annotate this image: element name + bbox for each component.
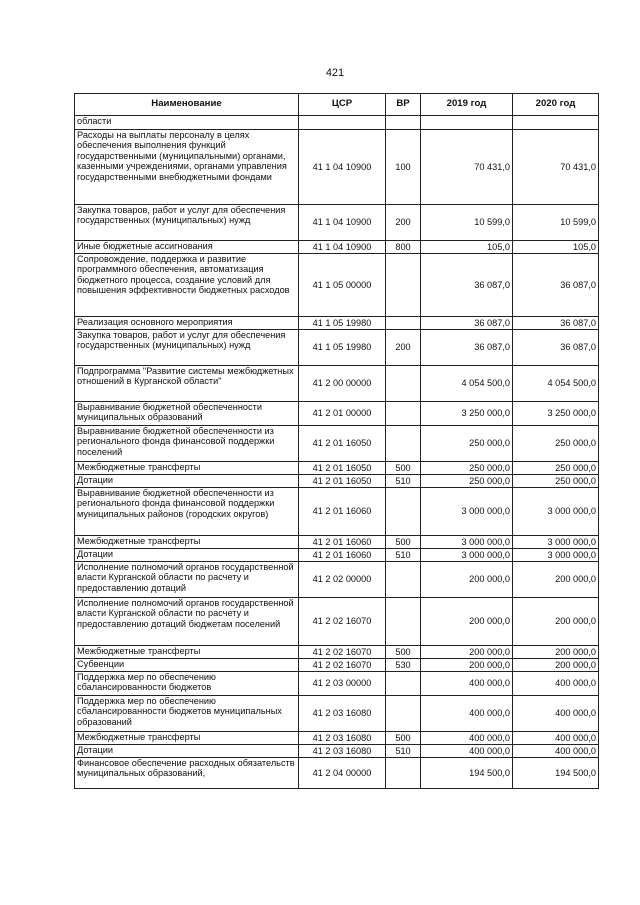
row-csr: 41 1 04 10900 [299, 130, 386, 205]
row-vr: 100 [386, 130, 421, 205]
row-csr: 41 2 01 16060 [299, 488, 386, 536]
row-csr: 41 2 01 16060 [299, 549, 386, 562]
row-csr: 41 2 03 16080 [299, 745, 386, 758]
row-vr [386, 366, 421, 402]
table-row [75, 696, 599, 732]
row-name: Выравнивание бюджетной обеспеченности из регионального фонда финансовой поддержки муниципальных районов (городских округов) [75, 488, 299, 536]
row-vr: 500 [386, 462, 421, 475]
row-2019: 250 000,0 [421, 426, 513, 462]
table-row [75, 646, 599, 659]
row-2019: 70 431,0 [421, 130, 513, 205]
row-2020: 400 000,0 [513, 696, 599, 732]
row-2019: 400 000,0 [421, 732, 513, 745]
budget-table [74, 93, 599, 789]
table-row [75, 672, 599, 696]
row-vr: 200 [386, 205, 421, 241]
row-2020: 3 000 000,0 [513, 549, 599, 562]
table-row [75, 549, 599, 562]
row-csr [299, 116, 386, 130]
row-vr: 500 [386, 732, 421, 745]
row-2020: 10 599,0 [513, 205, 599, 241]
row-vr [386, 598, 421, 646]
row-name: Реализация основного мероприятия [75, 317, 299, 330]
row-vr [386, 116, 421, 130]
row-csr: 41 2 00 00000 [299, 366, 386, 402]
row-name: Подпрограмма "Развитие системы межбюджетных отношений в Курганской области" [75, 366, 299, 402]
row-2019: 105,0 [421, 241, 513, 254]
table-row [75, 475, 599, 488]
row-2019: 10 599,0 [421, 205, 513, 241]
row-2020: 36 087,0 [513, 254, 599, 317]
page-number: 421 [325, 67, 345, 79]
table-row [75, 732, 599, 745]
row-vr: 800 [386, 241, 421, 254]
row-csr: 41 2 01 16050 [299, 462, 386, 475]
row-csr: 41 2 02 16070 [299, 646, 386, 659]
row-2019: 200 000,0 [421, 562, 513, 598]
table-row [75, 758, 599, 789]
row-csr: 41 1 05 00000 [299, 254, 386, 317]
row-2019: 3 000 000,0 [421, 488, 513, 536]
row-name: Исполнение полномочий органов государственной власти Курганской области по расчету и предоставлению дотаций бюджетам поселений [75, 598, 299, 646]
row-vr: 500 [386, 536, 421, 549]
row-csr: 41 1 04 10900 [299, 205, 386, 241]
row-vr: 510 [386, 475, 421, 488]
row-name: Межбюджетные трансферты [75, 536, 299, 549]
row-name: Межбюджетные трансферты [75, 646, 299, 659]
row-csr: 41 2 01 16050 [299, 475, 386, 488]
row-2020: 70 431,0 [513, 130, 599, 205]
row-2019: 4 054 500,0 [421, 366, 513, 402]
row-2020: 3 000 000,0 [513, 488, 599, 536]
row-2019: 36 087,0 [421, 317, 513, 330]
row-vr: 500 [386, 646, 421, 659]
row-vr [386, 317, 421, 330]
row-name: Дотации [75, 475, 299, 488]
row-2019: 400 000,0 [421, 696, 513, 732]
row-2019: 200 000,0 [421, 598, 513, 646]
row-name: Финансовое обеспечение расходных обязательств муниципальных образований, [75, 758, 299, 789]
row-2019: 250 000,0 [421, 475, 513, 488]
row-2019: 250 000,0 [421, 462, 513, 475]
row-2019: 36 087,0 [421, 254, 513, 317]
row-2019: 400 000,0 [421, 745, 513, 758]
table-row [75, 562, 599, 598]
row-2019: 3 000 000,0 [421, 549, 513, 562]
header-name: Наименование [75, 94, 299, 116]
row-2019: 200 000,0 [421, 659, 513, 672]
row-2020: 200 000,0 [513, 646, 599, 659]
row-2020: 250 000,0 [513, 426, 599, 462]
row-vr [386, 254, 421, 317]
row-csr: 41 1 05 19980 [299, 317, 386, 330]
row-name: Дотации [75, 549, 299, 562]
table-row [75, 659, 599, 672]
row-2019: 3 250 000,0 [421, 402, 513, 426]
row-2019: 194 500,0 [421, 758, 513, 789]
row-2020: 194 500,0 [513, 758, 599, 789]
row-2020: 200 000,0 [513, 659, 599, 672]
row-csr: 41 2 03 00000 [299, 672, 386, 696]
row-2020: 36 087,0 [513, 330, 599, 366]
table-row [75, 205, 599, 241]
row-name: Исполнение полномочий органов государственной власти Курганской области по расчету и предоставлению дотаций [75, 562, 299, 598]
row-name: Поддержка мер по обеспечению сбалансированности бюджетов муниципальных образований [75, 696, 299, 732]
table-row [75, 366, 599, 402]
row-name: Сопровождение, поддержка и развитие программного обеспечения, автоматизация бюджетного процесса, создание условий для повышения эффективности бюджетных расходов [75, 254, 299, 317]
row-name: области [75, 116, 299, 130]
row-vr: 510 [386, 549, 421, 562]
row-vr [386, 488, 421, 536]
row-csr: 41 2 03 16080 [299, 696, 386, 732]
row-name: Межбюджетные трансферты [75, 462, 299, 475]
row-name: Закупка товаров, работ и услуг для обеспечения государственных (муниципальных) нужд [75, 205, 299, 241]
row-csr: 41 1 05 19980 [299, 330, 386, 366]
row-csr: 41 1 04 10900 [299, 241, 386, 254]
row-2019 [421, 116, 513, 130]
table-row [75, 317, 599, 330]
row-vr [386, 696, 421, 732]
table-row [75, 116, 599, 130]
row-2019: 400 000,0 [421, 672, 513, 696]
table-row [75, 254, 599, 317]
table-row [75, 241, 599, 254]
header-vr: ВР [386, 94, 421, 116]
row-name: Субвенции [75, 659, 299, 672]
row-csr: 41 2 02 16070 [299, 598, 386, 646]
row-csr: 41 2 01 16060 [299, 536, 386, 549]
row-name: Поддержка мер по обеспечению сбалансированности бюджетов [75, 672, 299, 696]
header-2020: 2020 год [513, 94, 599, 116]
row-name: Выравнивание бюджетной обеспеченности муниципальных образований [75, 402, 299, 426]
row-2020: 105,0 [513, 241, 599, 254]
row-2020: 36 087,0 [513, 317, 599, 330]
row-2019: 3 000 000,0 [421, 536, 513, 549]
row-2020: 3 250 000,0 [513, 402, 599, 426]
row-2020 [513, 116, 599, 130]
row-vr: 200 [386, 330, 421, 366]
table-row [75, 402, 599, 426]
row-name: Иные бюджетные ассигнования [75, 241, 299, 254]
row-csr: 41 2 01 16050 [299, 426, 386, 462]
row-csr: 41 2 03 16080 [299, 732, 386, 745]
row-vr: 530 [386, 659, 421, 672]
row-2020: 400 000,0 [513, 745, 599, 758]
table-row [75, 745, 599, 758]
table-row [75, 462, 599, 475]
row-vr: 510 [386, 745, 421, 758]
table-row [75, 536, 599, 549]
row-name: Закупка товаров, работ и услуг для обеспечения государственных (муниципальных) нужд [75, 330, 299, 366]
row-vr [386, 562, 421, 598]
row-vr [386, 426, 421, 462]
row-vr [386, 672, 421, 696]
row-name: Выравнивание бюджетной обеспеченности из регионального фонда финансовой поддержки поселений [75, 426, 299, 462]
table-row [75, 330, 599, 366]
row-name: Расходы на выплаты персоналу в целях обеспечения выполнения функций государственными (муниципальными) органами, казенными учреждениями, органами управления государственными внебюджетными фондами [75, 130, 299, 205]
row-csr: 41 2 02 00000 [299, 562, 386, 598]
row-2020: 250 000,0 [513, 462, 599, 475]
row-2020: 400 000,0 [513, 672, 599, 696]
header-csr: ЦСР [299, 94, 386, 116]
row-2020: 3 000 000,0 [513, 536, 599, 549]
row-2020: 4 054 500,0 [513, 366, 599, 402]
header-row [75, 94, 599, 116]
table-row [75, 598, 599, 646]
row-csr: 41 2 04 00000 [299, 758, 386, 789]
row-2019: 200 000,0 [421, 646, 513, 659]
row-2019: 36 087,0 [421, 330, 513, 366]
row-2020: 200 000,0 [513, 598, 599, 646]
row-vr [386, 758, 421, 789]
row-vr [386, 402, 421, 426]
table-row [75, 130, 599, 205]
table-row [75, 488, 599, 536]
row-csr: 41 2 02 16070 [299, 659, 386, 672]
row-2020: 400 000,0 [513, 732, 599, 745]
row-name: Межбюджетные трансферты [75, 732, 299, 745]
row-2020: 250 000,0 [513, 475, 599, 488]
table-row [75, 426, 599, 462]
row-name: Дотации [75, 745, 299, 758]
row-2020: 200 000,0 [513, 562, 599, 598]
header-2019: 2019 год [421, 94, 513, 116]
row-csr: 41 2 01 00000 [299, 402, 386, 426]
